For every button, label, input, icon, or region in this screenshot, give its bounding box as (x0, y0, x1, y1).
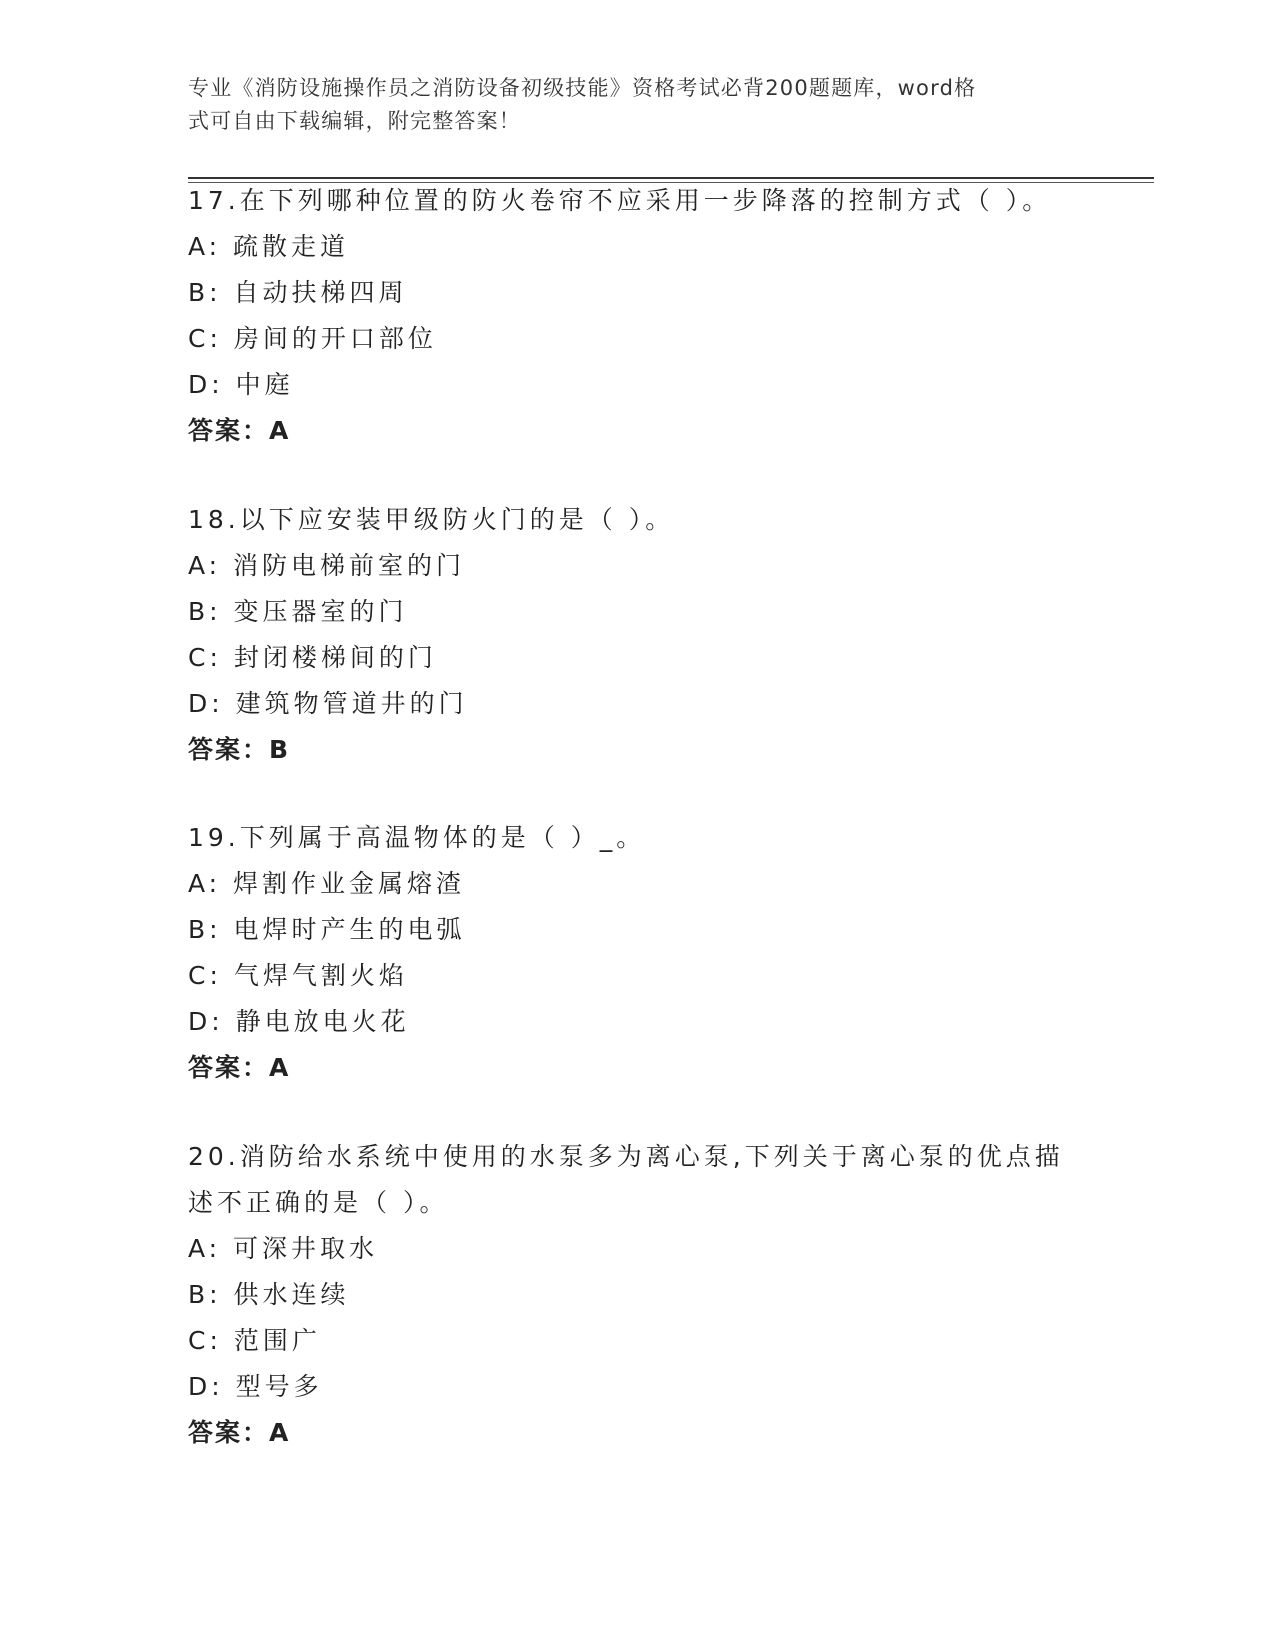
option-b: B: 供水连续 (188, 1280, 350, 1309)
option-c: C: 范围广 (188, 1326, 321, 1355)
option-b: B: 变压器室的门 (188, 597, 408, 626)
option-c: C: 封闭楼梯间的门 (188, 643, 437, 672)
question-stem-line-1: 20.消防给水系统中使用的水泵多为离心泵,下列关于离心泵的优点描 (188, 1142, 1064, 1171)
header-line-2: 式可自由下载编辑，附完整答案！ (188, 109, 521, 133)
answer-label: 答案：A (188, 1418, 291, 1447)
option-c: C: 气焊气割火焰 (188, 961, 408, 990)
option-a: A: 焊割作业金属熔渣 (188, 869, 466, 898)
question-stem-line-2: 述不正确的是（ ）。 (188, 1188, 449, 1217)
answer-label: 答案：B (188, 735, 291, 764)
question-17 (188, 178, 1088, 454)
option-d: D: 建筑物管道井的门 (188, 689, 468, 718)
option-a: A: 消防电梯前室的门 (188, 551, 466, 580)
option-b: B: 电焊时产生的电弧 (188, 915, 466, 944)
question-stem: 19.下列属于高温物体的是（ ）_。 (188, 823, 646, 852)
option-b: B: 自动扶梯四周 (188, 278, 408, 307)
option-d: D: 静电放电火花 (188, 1007, 410, 1036)
answer-label: 答案：A (188, 1053, 291, 1082)
header-line-1: 专业《消防设施操作员之消防设备初级技能》资格考试必背200题题库，word格 (188, 76, 977, 100)
option-d: D: 型号多 (188, 1372, 323, 1401)
question-20 (188, 1134, 1088, 1456)
answer-label: 答案：A (188, 416, 291, 445)
question-stem: 17.在下列哪种位置的防火卷帘不应采用一步降落的控制方式（ ）。 (188, 186, 1052, 215)
option-c: C: 房间的开口部位 (188, 324, 437, 353)
option-d: D: 中庭 (188, 370, 294, 399)
document-header (188, 72, 1068, 138)
question-19 (188, 815, 1088, 1091)
option-a: A: 可深井取水 (188, 1234, 379, 1263)
option-a: A: 疏散走道 (188, 232, 350, 261)
question-stem: 18.以下应安装甲级防火门的是（ ）。 (188, 505, 675, 534)
question-18 (188, 497, 1088, 773)
